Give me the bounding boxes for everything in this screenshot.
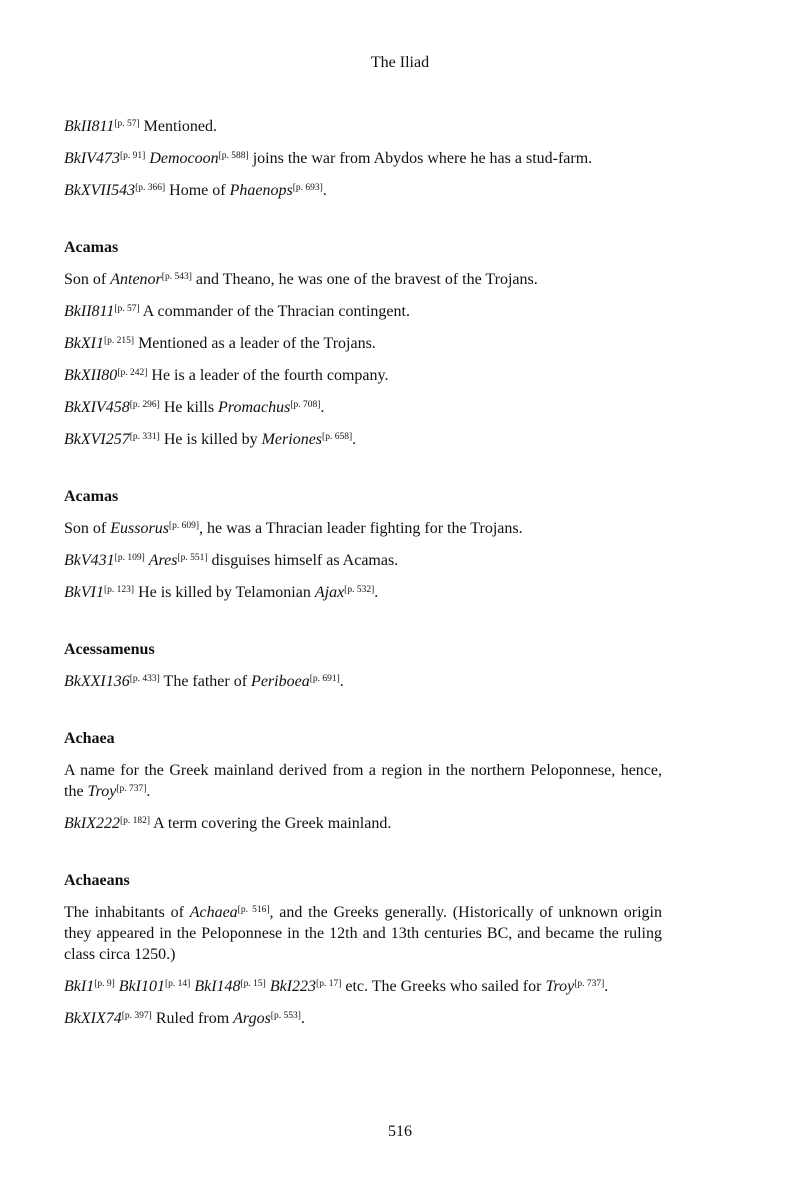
index-content: [64, 116, 662, 1066]
cross-reference-link[interactable]: BkVI1: [64, 584, 104, 601]
entry-line: [64, 269, 662, 290]
cross-reference-link[interactable]: BkXVI257: [64, 431, 130, 448]
page-reference: [p. 9]: [94, 979, 115, 989]
entry-text: He is a leader of the fourth company.: [147, 367, 389, 384]
entry-text: and Theano, he was one of the bravest of the Trojans.: [191, 271, 538, 288]
page-reference: [p. 17]: [316, 979, 342, 989]
entry-line: [64, 148, 662, 169]
entry-line: [64, 301, 662, 322]
cross-reference-link[interactable]: Troy: [87, 783, 117, 800]
cross-reference-link[interactable]: Troy: [545, 978, 575, 995]
cross-reference-link[interactable]: BkXII80: [64, 367, 118, 384]
entry-text: .: [374, 584, 379, 601]
cross-reference-link[interactable]: BkI223: [269, 978, 317, 995]
page-reference: [p. 609]: [168, 521, 199, 531]
page-number: 516: [388, 1123, 412, 1140]
entry-text: , and the Greeks generally. (Historically of unknown origin they appeared in the Peloponnese in the 12th and 13th centuries BC, and became the ruling class circa 1250.): [64, 904, 662, 963]
entry-text: Mentioned.: [139, 118, 217, 135]
entry-text: disguises himself as Acamas.: [207, 552, 399, 569]
cross-reference-link[interactable]: BkXVII543: [64, 182, 136, 199]
cross-reference-link[interactable]: Democoon: [149, 150, 219, 167]
entry-text: Ruled from: [151, 1010, 234, 1027]
page-reference: [p. 14]: [164, 979, 191, 989]
page-reference: [p. 242]: [117, 368, 148, 378]
cross-reference-link[interactable]: BkIX222: [64, 815, 120, 832]
entry-line: [64, 760, 662, 802]
cross-reference-link[interactable]: BkXXI136: [64, 673, 130, 690]
entry-text: .: [320, 399, 325, 416]
cross-reference-link[interactable]: Meriones: [261, 431, 323, 448]
entry-text: A term covering the Greek mainland.: [150, 815, 392, 832]
cross-reference-link[interactable]: BkI1: [64, 978, 95, 995]
page-reference: [p. 658]: [322, 432, 353, 442]
page-reference: [p. 15]: [240, 979, 266, 989]
entry-text: .: [146, 783, 151, 800]
entry-line: [64, 180, 662, 201]
page-reference: [p. 543]: [161, 272, 192, 282]
index-entry: [64, 871, 662, 1029]
entry-text: .: [339, 673, 344, 690]
cross-reference-link[interactable]: Achaea: [189, 904, 238, 921]
entry-line: [64, 813, 662, 834]
entry-text: Mentioned as a leader of the Trojans.: [134, 335, 376, 352]
entry-text: joins the war from Abydos where he has a stud-farm.: [248, 150, 593, 167]
cross-reference-link[interactable]: BkXI1: [64, 335, 104, 352]
entry-text: A name for the Greek mainland derived from a region in the northern Peloponnese, hence, the: [64, 762, 662, 800]
page-reference: [p. 433]: [129, 674, 160, 684]
cross-reference-link[interactable]: Periboea: [251, 673, 310, 690]
cross-reference-link[interactable]: BkI148: [194, 978, 241, 995]
entry-text: Son of: [64, 520, 111, 537]
entry-line: [64, 671, 662, 692]
entry-text: He is killed by: [159, 431, 262, 448]
page-reference: [p. 57]: [114, 304, 140, 314]
entry-text: The inhabitants of: [64, 904, 190, 921]
index-entry: [64, 729, 662, 834]
page-reference: [p. 397]: [121, 1011, 152, 1021]
page-reference: [p. 215]: [103, 336, 135, 346]
entry-line: [64, 976, 662, 997]
entry-text: Son of: [64, 271, 111, 288]
entry-line: [64, 116, 662, 137]
cross-reference-link[interactable]: BkV431: [64, 552, 115, 569]
page-reference: [p. 182]: [119, 816, 151, 826]
index-entry: [64, 116, 662, 201]
entry-text: etc. The Greeks who sailed for: [341, 978, 546, 995]
cross-reference-link[interactable]: Ares: [148, 552, 178, 569]
cross-reference-link[interactable]: Eussorus: [110, 520, 169, 537]
entry-line: [64, 429, 662, 450]
page-reference: [p. 737]: [574, 979, 605, 989]
page-reference: [p. 57]: [114, 119, 140, 129]
cross-reference-link[interactable]: Phaenops: [229, 182, 293, 199]
entry-line: [64, 550, 662, 571]
page-reference: [p. 588]: [218, 151, 249, 161]
cross-reference-link[interactable]: BkXIX74: [64, 1010, 122, 1027]
entry-text: He is killed by Telamonian: [134, 584, 315, 601]
page-reference: [p. 91]: [119, 151, 146, 161]
cross-reference-link[interactable]: Argos: [233, 1010, 271, 1027]
entry-text: The father of: [159, 673, 252, 690]
entry-text: .: [604, 978, 609, 995]
page-reference: [p. 708]: [290, 400, 321, 410]
cross-reference-link[interactable]: BkI101: [118, 978, 165, 995]
index-entry: [64, 487, 662, 603]
entry-heading: Achaeans: [64, 872, 130, 889]
entry-line: [64, 397, 662, 418]
page-reference: [p. 532]: [344, 585, 375, 595]
entry-heading: Acamas: [64, 239, 119, 256]
cross-reference-link[interactable]: Antenor: [110, 271, 162, 288]
page-reference: [p. 331]: [129, 432, 160, 442]
entry-line: [64, 1008, 662, 1029]
index-entry: [64, 640, 662, 692]
entry-heading: Acamas: [64, 488, 119, 505]
entry-text: Home of: [165, 182, 230, 199]
page-reference: [p. 109]: [114, 553, 145, 563]
entry-heading: Acessamenus: [64, 641, 155, 658]
entry-text: , he was a Thracian leader fighting for the Trojans.: [199, 520, 523, 537]
entry-line: [64, 365, 662, 386]
cross-reference-link[interactable]: Promachus: [218, 399, 291, 416]
entry-line: [64, 518, 662, 539]
cross-reference-link[interactable]: BkII811: [64, 118, 115, 135]
page-reference: [p. 296]: [129, 400, 160, 410]
running-header: The Iliad: [370, 54, 430, 71]
entry-heading: Achaea: [64, 730, 115, 747]
entry-text: He kills: [159, 399, 219, 416]
page-reference: [p. 553]: [270, 1011, 301, 1021]
cross-reference-link[interactable]: Ajax: [314, 584, 345, 601]
entry-text: .: [322, 182, 327, 199]
entry-line: [64, 582, 662, 603]
page-reference: [p. 366]: [135, 183, 166, 193]
cross-reference-link[interactable]: BkXIV458: [64, 399, 130, 416]
cross-reference-link[interactable]: BkIV473: [64, 150, 120, 167]
entry-text: .: [352, 431, 357, 448]
page-reference: [p. 693]: [292, 183, 323, 193]
page-reference: [p. 516]: [237, 905, 270, 915]
page-reference: [p. 737]: [116, 784, 147, 794]
entry-line: [64, 902, 662, 965]
index-entry: [64, 238, 662, 450]
page-reference: [p. 691]: [309, 674, 340, 684]
entry-line: [64, 333, 662, 354]
cross-reference-link[interactable]: BkII811: [64, 303, 115, 320]
entry-text: .: [300, 1010, 305, 1027]
page-reference: [p. 123]: [103, 585, 135, 595]
page-reference: [p. 551]: [177, 553, 208, 563]
entry-text: A commander of the Thracian contingent.: [139, 303, 410, 320]
